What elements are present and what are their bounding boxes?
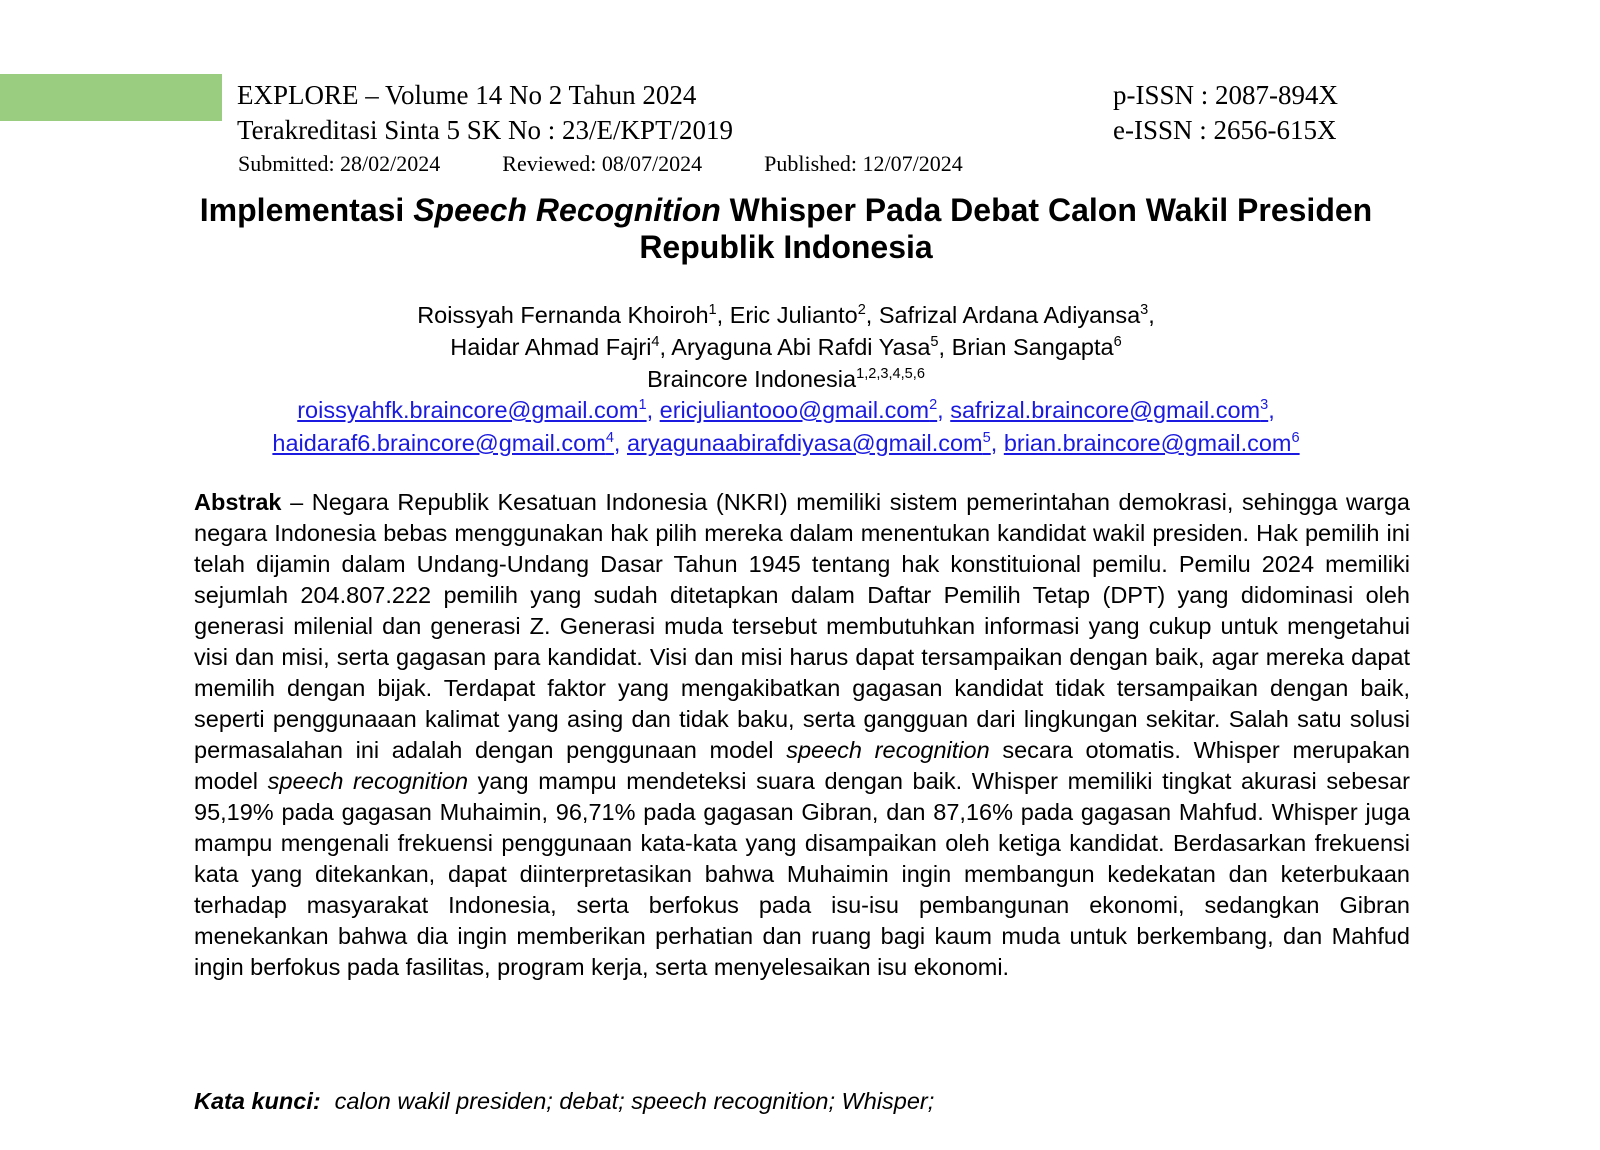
journal-volume-line: EXPLORE – Volume 14 No 2 Tahun 2024: [237, 80, 697, 110]
abstract-paragraph: [194, 487, 1410, 983]
title-segment-italic: Speech Recognition: [413, 192, 721, 228]
journal-accent-bar: [0, 74, 222, 121]
author-name: Haidar Ahmad Fajri: [450, 334, 652, 360]
title-segment: Implementasi: [199, 192, 414, 228]
email-address: aryagunaabirafdiyasa@gmail.com: [626, 430, 983, 456]
email-address: haidaraf6.braincore@gmail.com: [272, 430, 606, 456]
affiliation-line: [0, 363, 1572, 395]
author-separator: ,: [659, 334, 672, 360]
p-issn-line: p-ISSN : 2087-894X: [1113, 80, 1339, 110]
author-name: Eric Julianto: [729, 302, 858, 328]
author-sup: 3: [1140, 302, 1149, 319]
authors-line-1: [0, 299, 1572, 331]
abstract-text-italic: speech recognition: [786, 737, 990, 763]
author-sup: 6: [1113, 334, 1122, 351]
abstract-text-italic: speech recognition: [267, 768, 469, 794]
email-sup: 3: [1260, 397, 1269, 414]
author-sup: 5: [930, 334, 939, 351]
title-line2: Republik Indonesia: [639, 229, 933, 265]
journal-header-left: [237, 78, 733, 148]
abstract-text: secara otomatis. Whisper merupakan model: [194, 737, 1411, 794]
authors-block: [0, 299, 1572, 395]
email-link[interactable]: [1004, 430, 1300, 456]
email-link[interactable]: [627, 430, 991, 456]
email-sup: 1: [638, 397, 647, 414]
published-date: Published: 12/07/2024: [764, 151, 963, 176]
email-sup: 2: [929, 397, 938, 414]
title-segment: Whisper Pada Debat Calon Wakil Presiden: [720, 192, 1373, 228]
author-name: Brian Sangapta: [951, 334, 1114, 360]
paper-title: [0, 192, 1572, 266]
affiliation-name: Braincore Indonesia: [647, 366, 857, 392]
author-sup: 4: [651, 334, 660, 351]
email-sup: 5: [982, 430, 991, 447]
email-link[interactable]: [660, 397, 938, 423]
authors-line-2: [0, 331, 1572, 363]
email-separator: ,: [937, 397, 951, 423]
email-separator: ,: [1268, 397, 1275, 423]
abstract-label: Abstrak: [194, 489, 282, 515]
keywords-line: [194, 1086, 1410, 1116]
email-link[interactable]: [297, 397, 646, 423]
email-separator: ,: [990, 430, 1004, 456]
emails-line-1: [0, 394, 1572, 427]
abstract-text: yang mampu mendeteksi suara dengan baik. Whisper memiliki tingkat akurasi sebesar 95,19% pada gagasan Muhaimin, 96,71% pada gagasan Gibran, dan 87,16% pada gagasan Mahfud. Whisper juga mampu mengenali frekuensi penggunaan kata-kata yang disampaikan oleh ketiga kandidat. Berdasarkan frekuensi kata yang ditekankan, dapat diinterpretasikan bahwa Muhaimin ingin membangun kedekatan dan keterbukaan terhadap masyarakat Indonesia, serta berfokus pada isu-isu pembangunan ekonomi, sedangkan Gibran menekankan bahwa dia ingin memberikan perhatian dan ruang bagi kaum muda untuk berkembang, dan Mahfud ingin berfokus pada fasilitas, program kerja, serta menyelesaikan isu ekonomi.: [194, 768, 1410, 980]
author-name: Roissyah Fernanda Khoiroh: [417, 302, 709, 328]
author-sup: 1: [708, 302, 717, 319]
emails-block: [0, 394, 1572, 460]
email-address: safrizal.braincore@gmail.com: [950, 397, 1261, 423]
email-separator: ,: [646, 397, 660, 423]
author-name: Safrizal Ardana Adiyansa: [878, 302, 1141, 328]
journal-header-right: [1113, 78, 1338, 148]
author-separator: ,: [716, 302, 730, 328]
email-address: brian.braincore@gmail.com: [1003, 430, 1292, 456]
journal-accreditation-line: Terakreditasi Sinta 5 SK No : 23/E/KPT/2019: [237, 115, 734, 145]
email-sup: 6: [1291, 430, 1300, 447]
author-separator: ,: [938, 334, 952, 360]
email-link[interactable]: [272, 430, 614, 456]
keywords-label: Kata kunci:: [194, 1088, 321, 1114]
affiliation-sup: 1,2,3,4,5,6: [856, 366, 925, 383]
email-address: roissyahfk.braincore@gmail.com: [297, 397, 639, 423]
abstract-text: – Negara Republik Kesatuan Indonesia (NKRI) memiliki sistem pemerintahan demokrasi, sehingga warga negara Indonesia bebas menggunakan hak pilih mereka dalam menentukan kandidat wakil presiden. Hak pemilih ini telah dijamin dalam Undang-Undang Dasar Tahun 1945 tentang hak konstituional pemilu. Pemilu 2024 memiliki sejumlah 204.807.222 pemilih yang sudah ditetapkan dalam Daftar Pemilih Tetap (DPT) yang didominasi oleh generasi milenial dan generasi Z. Generasi muda tersebut membutuhkan informasi yang cukup untuk mengetahui visi dan misi, serta gagasan para kandidat. Visi dan misi harus dapat tersampaikan dengan baik, agar mereka dapat memilih dengan bijak. Terdapat faktor yang mengakibatkan gagasan kandidat tidak tersampaikan dengan baik, seperti penggunaaan kalimat yang asing dan tidak baku, serta gangguan dari lingkungan sekitar. Salah satu solusi permasalahan ini adalah dengan penggunaan model: [194, 489, 1410, 763]
submission-dates-row: [238, 150, 963, 178]
email-link[interactable]: [950, 397, 1268, 423]
submitted-date: Submitted: 28/02/2024: [238, 151, 441, 176]
author-name: Aryaguna Abi Rafdi Yasa: [671, 334, 931, 360]
e-issn-line: e-ISSN : 2656-615X: [1113, 115, 1337, 145]
keywords-value: calon wakil presiden; debat; speech recognition; Whisper;: [334, 1088, 935, 1114]
author-sup: 2: [857, 302, 866, 319]
email-sup: 4: [605, 430, 614, 447]
email-address: ericjuliantooo@gmail.com: [659, 397, 930, 423]
reviewed-date: Reviewed: 08/07/2024: [502, 151, 703, 176]
emails-line-2: [0, 427, 1572, 460]
email-separator: ,: [613, 430, 627, 456]
author-separator: ,: [1148, 302, 1155, 328]
author-separator: ,: [865, 302, 879, 328]
